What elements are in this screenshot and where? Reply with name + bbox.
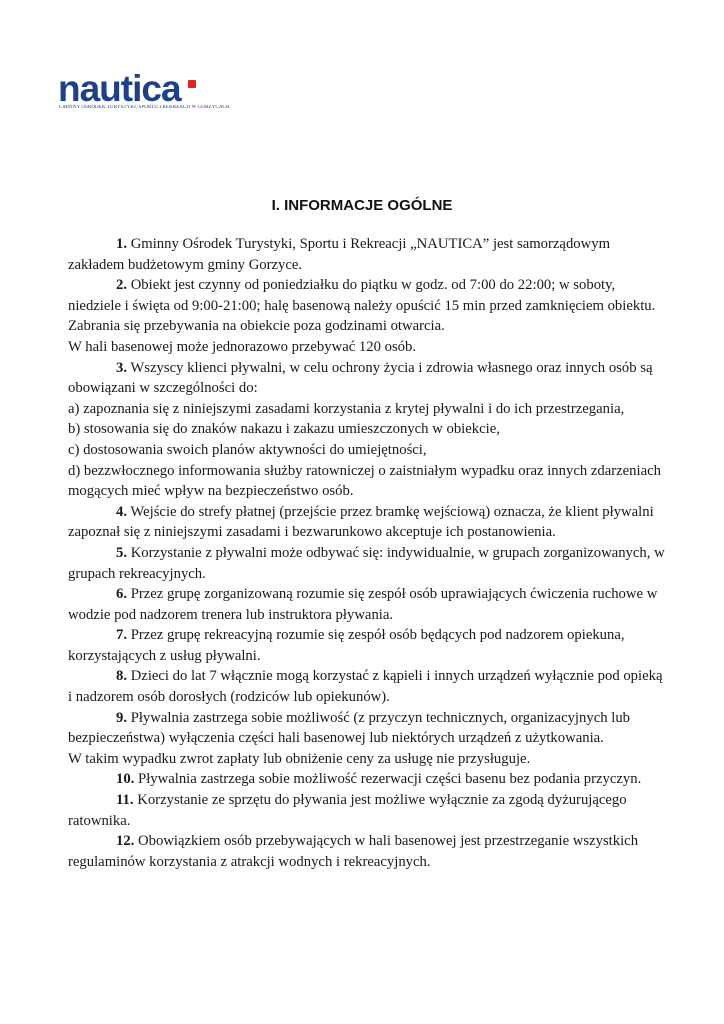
- paragraph-text: Pływalnia zastrzega sobie możliwość rezerwacji części basenu bez podania przyczyn.: [134, 771, 642, 788]
- section-title: I. INFORMACJE OGÓLNE: [271, 197, 453, 214]
- paragraph-number: 4.: [116, 503, 128, 520]
- list-item-b: b) stosowania się do znaków nakazu i zakazu umieszczonych w obiekcie,: [68, 421, 500, 438]
- list-item-d: d) bezzwłocznego informowania służby ratowniczej o zaistniałym wypadku oraz innych zdarzeniach mogących mieć wpływ na bezpieczeństwo osób.: [68, 462, 661, 500]
- paragraph-number: 11.: [116, 792, 134, 809]
- paragraph-number: 2.: [116, 277, 128, 294]
- paragraph-number: 6.: [116, 586, 128, 603]
- logo-part-t: t: [120, 68, 133, 109]
- paragraph-number: 3.: [116, 359, 128, 376]
- logo-part-2: ica: [132, 68, 181, 109]
- paragraph-1: [68, 234, 668, 275]
- paragraph-8: [68, 666, 668, 707]
- paragraph-4: [68, 502, 668, 543]
- paragraph-5: [68, 543, 668, 584]
- paragraph-number: 7.: [116, 627, 128, 644]
- document-body: [68, 234, 668, 872]
- paragraph-number: 10.: [116, 771, 135, 788]
- paragraph-text: Korzystanie ze sprzętu do pływania jest możliwe wyłącznie za zgodą dyżurującego ratownika.: [68, 792, 627, 829]
- paragraph-11: [68, 790, 668, 831]
- paragraph-text: Obowiązkiem osób przebywających w hali basenowej jest przestrzeganie wszystkich regulaminów korzystania z atrakcji wodnych i rekreacyjnych.: [68, 833, 639, 870]
- paragraph-text: Dzieci do lat 7 włącznie mogą korzystać z kąpieli i innych urządzeń wyłącznie pod opieką i nadzorem osób dorosłych (rodziców lub opiekunów).: [68, 668, 663, 706]
- paragraph-text: Gminny Ośrodek Turystyki, Sportu i Rekreacji „NAUTICA” jest samorządowym zakładem budżetowym gminy Gorzyce.: [68, 236, 611, 273]
- paragraph-number: 12.: [116, 833, 135, 850]
- logo-red-dot: [188, 80, 196, 88]
- list-item-a: a) zapoznania się z niniejszymi zasadami korzystania z krytej pływalni i do ich przestrzegania,: [68, 400, 625, 417]
- logo-subtitle: GMINNY OŚRODEK TURYSTYKI, SPORTU I REKREACJI W GORZYCACH: [59, 105, 230, 110]
- nautica-logo: [58, 68, 238, 116]
- paragraph-6: [68, 584, 668, 625]
- paragraph-12: [68, 831, 668, 872]
- paragraph-10: [68, 769, 668, 790]
- list-item-c: c) dostosowania swoich planów aktywności do umiejętności,: [68, 441, 427, 458]
- paragraph-2: [68, 275, 668, 316]
- paragraph-3: [68, 358, 668, 399]
- paragraph-line: W takim wypadku zwrot zapłaty lub obniżenie ceny za usługę nie przysługuje.: [68, 750, 531, 767]
- paragraph-text: Obiekt jest czynny od poniedziałku do piątku w godz. od 7:00 do 22:00; w soboty, niedziele i święta od 9:00-21:00; halę basenową należy opuścić 15 min przed zamknięciem obiektu.: [68, 277, 656, 314]
- paragraph-line: W hali basenowej może jednorazowo przebywać 120 osób.: [68, 338, 417, 355]
- paragraph-9: [68, 708, 668, 749]
- paragraph-7: [68, 625, 668, 666]
- paragraph-text: Wszyscy klienci pływalni, w celu ochrony życia i zdrowia własnego oraz innych osób są obowiązani w szczególności do:: [68, 359, 653, 397]
- paragraph-text: Wejście do strefy płatnej (przejście przez bramkę wejściową) oznacza, że klient pływalni zapoznał się z niniejszymi zasadami i bezwarunkowo akceptuje ich postanowienia.: [68, 503, 654, 541]
- paragraph-line: Zabrania się przebywania na obiekcie poza godzinami otwarcia.: [68, 318, 445, 335]
- paragraph-number: 1.: [116, 236, 128, 252]
- paragraph-text: Pływalnia zastrzega sobie możliwość (z przyczyn technicznych, organizacyjnych lub bezpieczeństwa) wyłączenia części hali basenowej lub niektórych urządzeń z użytkowania.: [68, 709, 631, 747]
- logo-part-1: nau: [58, 68, 121, 109]
- paragraph-text: Przez grupę rekreacyjną rozumie się zespół osób będących pod nadzorem opiekuna, korzystających z usług pływalni.: [68, 627, 625, 664]
- paragraph-number: 8.: [116, 668, 128, 685]
- paragraph-text: Korzystanie z pływalni może odbywać się: indywidualnie, w grupach zorganizowanych, w grupach rekreacyjnych.: [68, 544, 665, 582]
- paragraph-text: Przez grupę zorganizowaną rozumie się zespół osób uprawiających ćwiczenia ruchowe w wodzie pod nadzorem trenera lub instruktora pływania.: [68, 586, 658, 623]
- paragraph-number: 9.: [116, 709, 128, 726]
- paragraph-number: 5.: [116, 544, 128, 561]
